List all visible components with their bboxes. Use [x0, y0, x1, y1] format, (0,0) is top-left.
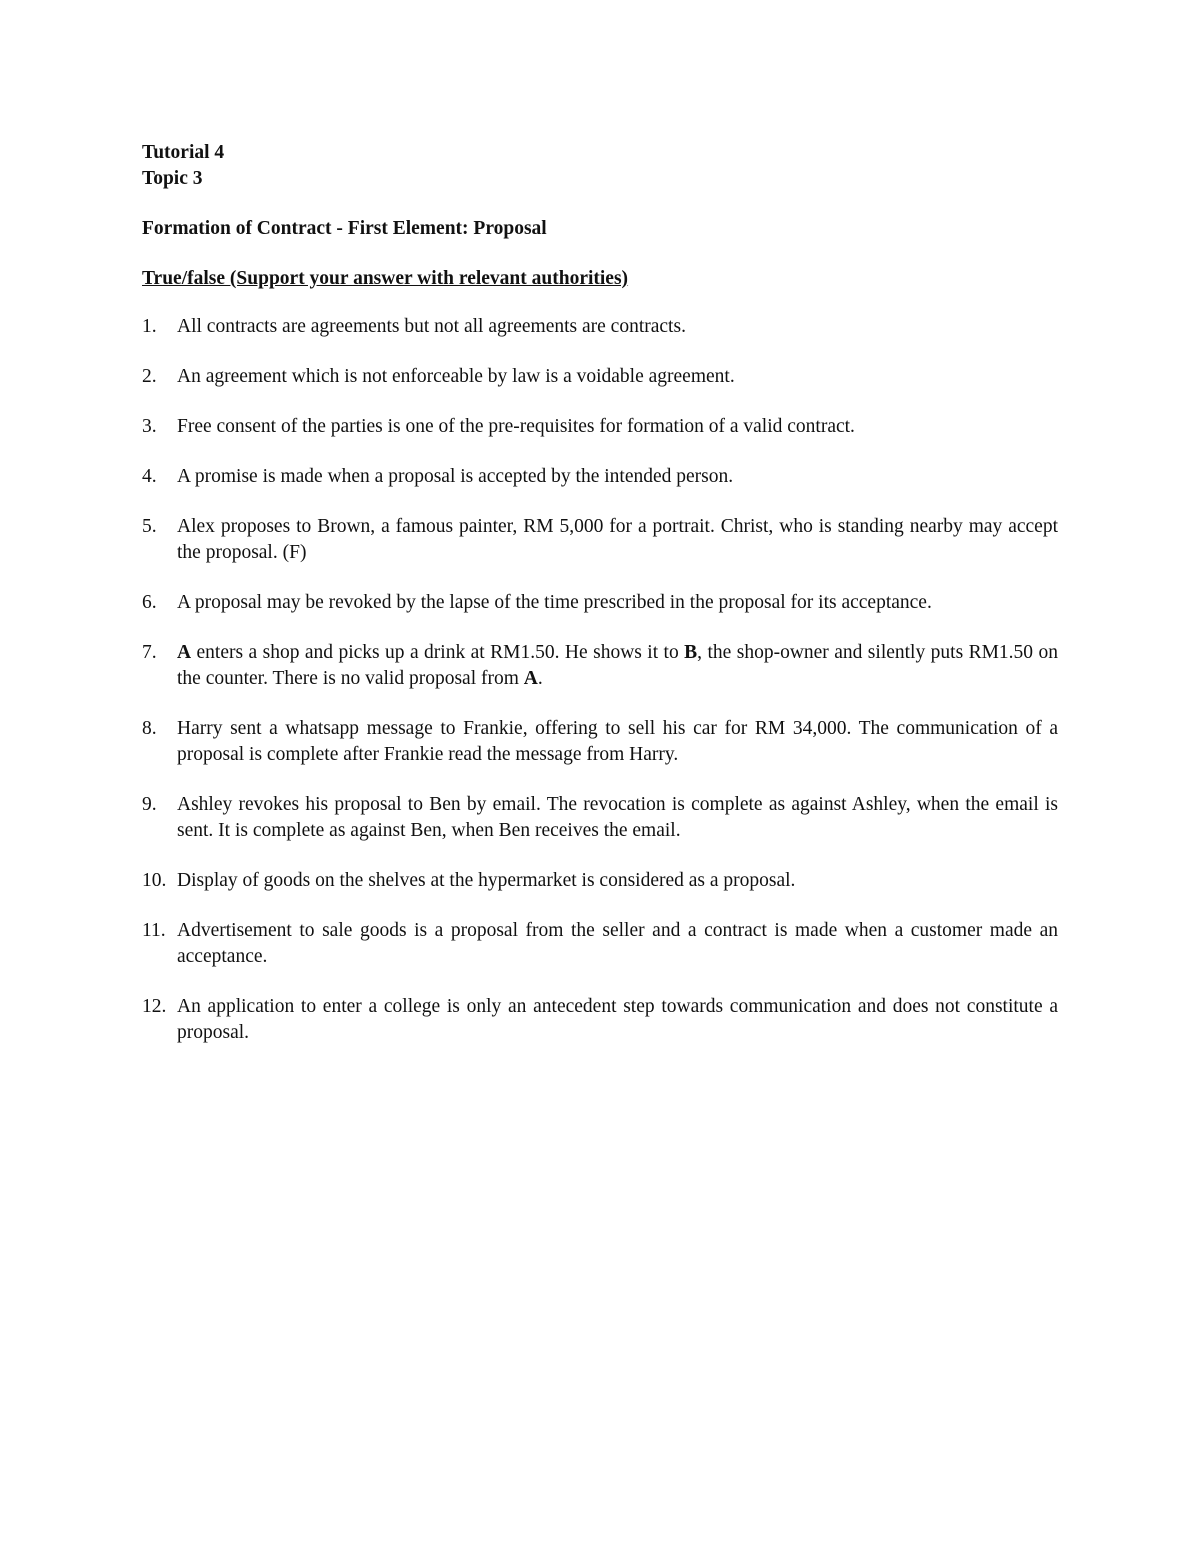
question-text: Alex proposes to Brown, a famous painter, RM 5,000 for a portrait. Christ, who is standing nearby may accept the proposal. (F) — [177, 516, 1058, 563]
question-text-segment: enters a shop and picks up a drink at RM1.50. He shows it to — [191, 642, 685, 663]
question-text-segment: , the shop-owner and silently puts RM1.50 on the counter. There is no valid proposal from — [177, 642, 1058, 689]
document-title: Formation of Contract - First Element: Proposal — [142, 218, 547, 239]
question-item — [142, 792, 1058, 844]
question-number: 10. — [142, 870, 167, 891]
question-item — [142, 716, 1058, 768]
question-item — [142, 868, 1058, 894]
question-item — [142, 364, 1058, 390]
question-text: Harry sent a whatsapp message to Frankie, offering to sell his car for RM 34,000. The communication of a proposal is complete after Frankie read the message from Harry. — [177, 718, 1058, 765]
question-number: 9. — [142, 794, 157, 815]
question-text: Advertisement to sale goods is a proposal from the seller and a contract is made when a customer made an acceptance. — [177, 920, 1058, 967]
document-body — [142, 140, 1058, 1070]
question-item — [142, 514, 1058, 566]
question-item — [142, 918, 1058, 970]
question-item — [142, 994, 1058, 1046]
question-text: An application to enter a college is only an antecedent step towards communication and does not constitute a proposal. — [177, 996, 1058, 1043]
question-number: 5. — [142, 516, 157, 537]
question-number: 1. — [142, 316, 157, 337]
question-text: Ashley revokes his proposal to Ben by email. The revocation is complete as against Ashley, when the email is sent. It is complete as against Ben, when Ben receives the email. — [177, 794, 1058, 841]
question-text: A proposal may be revoked by the lapse of the time prescribed in the proposal for its acceptance. — [177, 592, 932, 613]
party-a-label: A — [177, 642, 192, 663]
question-text: Free consent of the parties is one of the pre-requisites for formation of a valid contract. — [177, 416, 855, 437]
question-text — [177, 640, 1058, 692]
question-text: All contracts are agreements but not all agreements are contracts. — [177, 316, 686, 337]
question-number: 3. — [142, 416, 157, 437]
instructions-heading: True/false (Support your answer with relevant authorities) — [142, 268, 629, 289]
question-item — [142, 414, 1058, 440]
question-text: Display of goods on the shelves at the hypermarket is considered as a proposal. — [177, 870, 796, 891]
question-item — [142, 464, 1058, 490]
question-text-segment: . — [537, 668, 543, 689]
question-item — [142, 640, 1058, 692]
question-text: A promise is made when a proposal is accepted by the intended person. — [177, 466, 734, 487]
question-number: 8. — [142, 718, 157, 739]
question-number: 7. — [142, 642, 157, 663]
question-number: 11. — [142, 920, 166, 941]
topic-heading: Topic 3 — [142, 168, 203, 189]
question-number: 12. — [142, 996, 167, 1017]
question-number: 4. — [142, 466, 157, 487]
tutorial-heading: Tutorial 4 — [142, 142, 225, 163]
party-a-label: A — [523, 668, 538, 689]
question-number: 6. — [142, 592, 157, 613]
question-item — [142, 314, 1058, 340]
party-b-label: B — [684, 642, 698, 663]
question-item — [142, 590, 1058, 616]
question-list — [142, 314, 1058, 1046]
question-text: An agreement which is not enforceable by law is a voidable agreement. — [177, 366, 735, 387]
question-number: 2. — [142, 366, 157, 387]
